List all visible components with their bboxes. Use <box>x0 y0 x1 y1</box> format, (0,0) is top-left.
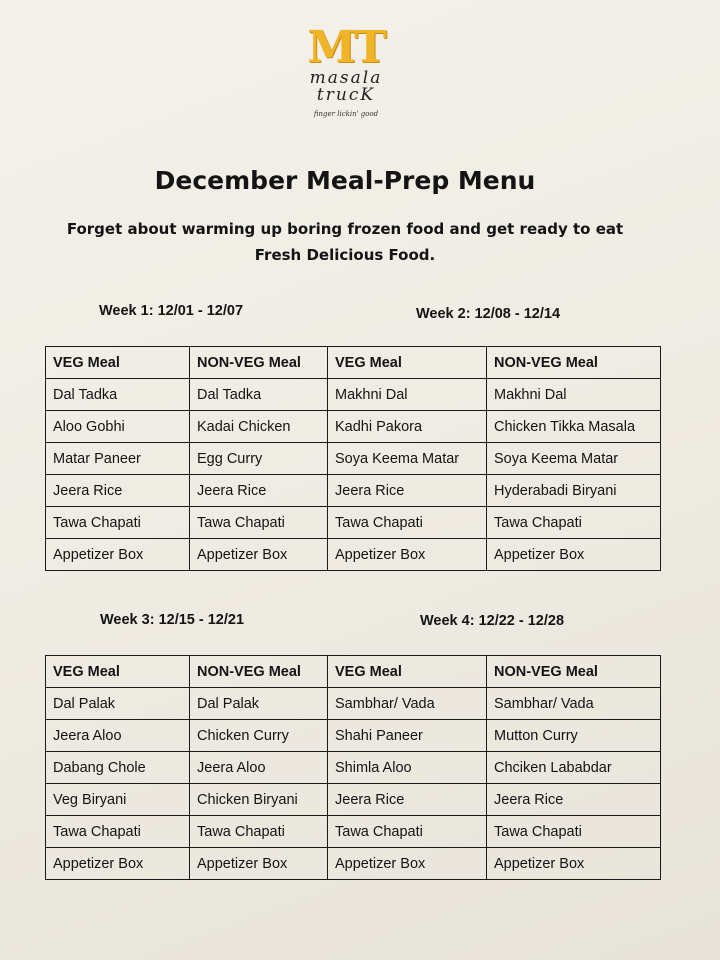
table-cell: Tawa Chapati <box>328 507 487 539</box>
table-cell: Matar Paneer <box>46 443 190 475</box>
logo-name-line2: trucK <box>316 85 376 105</box>
table-cell: Shahi Paneer <box>328 720 487 752</box>
header-cell: VEG Meal <box>328 656 487 688</box>
header-cell: VEG Meal <box>46 347 190 379</box>
table-cell: Appetizer Box <box>190 848 328 880</box>
logo-name-line1: masala <box>309 68 383 88</box>
week-3-label: Week 3: 12/15 - 12/21 <box>100 612 245 628</box>
table-cell: Makhni Dal <box>487 379 661 411</box>
table-cell: Sambhar/ Vada <box>487 688 661 720</box>
table-cell: Soya Keema Matar <box>487 443 661 475</box>
table-row <box>46 720 661 752</box>
table-header-row <box>46 347 661 379</box>
table-row <box>46 816 661 848</box>
week-1-label: Week 1: 12/01 - 12/07 <box>99 303 244 319</box>
table-cell: Tawa Chapati <box>46 816 190 848</box>
week-2-label: Week 2: 12/08 - 12/14 <box>416 306 561 322</box>
table-cell: Kadhi Pakora <box>328 411 487 443</box>
table-cell: Dal Tadka <box>46 379 190 411</box>
logo-mark: MT <box>307 22 385 73</box>
table-cell: Mutton Curry <box>487 720 661 752</box>
table-cell: Egg Curry <box>190 443 328 475</box>
table-cell: Makhni Dal <box>328 379 487 411</box>
table-cell: Jeera Aloo <box>46 720 190 752</box>
week-4-label: Week 4: 12/22 - 12/28 <box>420 613 565 629</box>
menu-table-weeks-3-4 <box>45 655 661 880</box>
table-row <box>46 848 661 880</box>
header-cell: NON-VEG Meal <box>487 347 661 379</box>
table-row <box>46 539 661 571</box>
table-cell: Chicken Biryani <box>190 784 328 816</box>
table-cell: Soya Keema Matar <box>328 443 487 475</box>
table-cell: Kadai Chicken <box>190 411 328 443</box>
table-row <box>46 411 661 443</box>
table-cell: Veg Biryani <box>46 784 190 816</box>
table-cell: Appetizer Box <box>328 539 487 571</box>
table-row <box>46 784 661 816</box>
header-cell: NON-VEG Meal <box>190 347 328 379</box>
table-row <box>46 752 661 784</box>
table-cell: Sambhar/ Vada <box>328 688 487 720</box>
header-cell: NON-VEG Meal <box>487 656 661 688</box>
table-cell: Dabang Chole <box>46 752 190 784</box>
table-cell: Jeera Rice <box>487 784 661 816</box>
table-row <box>46 379 661 411</box>
table-row <box>46 507 661 539</box>
table-cell: Appetizer Box <box>487 848 661 880</box>
table-cell: Chciken Lababdar <box>487 752 661 784</box>
table-cell: Tawa Chapati <box>328 816 487 848</box>
header-cell: NON-VEG Meal <box>190 656 328 688</box>
table-row <box>46 475 661 507</box>
logo-tagline: finger lickin' good <box>313 110 379 118</box>
table-cell: Appetizer Box <box>46 539 190 571</box>
table-cell: Dal Tadka <box>190 379 328 411</box>
table-cell: Tawa Chapati <box>487 507 661 539</box>
table-cell: Jeera Rice <box>328 475 487 507</box>
table-cell: Jeera Aloo <box>190 752 328 784</box>
menu-table-weeks-1-2 <box>45 346 661 571</box>
table-cell: Jeera Rice <box>190 475 328 507</box>
table-cell: Appetizer Box <box>328 848 487 880</box>
table-cell: Tawa Chapati <box>46 507 190 539</box>
table-cell: Chicken Curry <box>190 720 328 752</box>
table-cell: Tawa Chapati <box>190 816 328 848</box>
table-cell: Appetizer Box <box>46 848 190 880</box>
table-row <box>46 443 661 475</box>
page-subtitle: Forget about warming up boring frozen food and get ready to eat Fresh Delicious Food. <box>66 220 624 264</box>
table-cell: Chicken Tikka Masala <box>487 411 661 443</box>
table-cell: Tawa Chapati <box>190 507 328 539</box>
table-cell: Appetizer Box <box>190 539 328 571</box>
table-cell: Jeera Rice <box>328 784 487 816</box>
header-cell: VEG Meal <box>46 656 190 688</box>
table-cell: Jeera Rice <box>46 475 190 507</box>
header-cell: VEG Meal <box>328 347 487 379</box>
table-cell: Dal Palak <box>46 688 190 720</box>
page-title: December Meal-Prep Menu <box>154 166 536 195</box>
brand-logo <box>296 22 396 136</box>
table-cell: Tawa Chapati <box>487 816 661 848</box>
table-cell: Hyderabadi Biryani <box>487 475 661 507</box>
table-cell: Appetizer Box <box>487 539 661 571</box>
table-cell: Shimla Aloo <box>328 752 487 784</box>
table-cell: Dal Palak <box>190 688 328 720</box>
table-header-row <box>46 656 661 688</box>
table-row <box>46 688 661 720</box>
table-cell: Aloo Gobhi <box>46 411 190 443</box>
